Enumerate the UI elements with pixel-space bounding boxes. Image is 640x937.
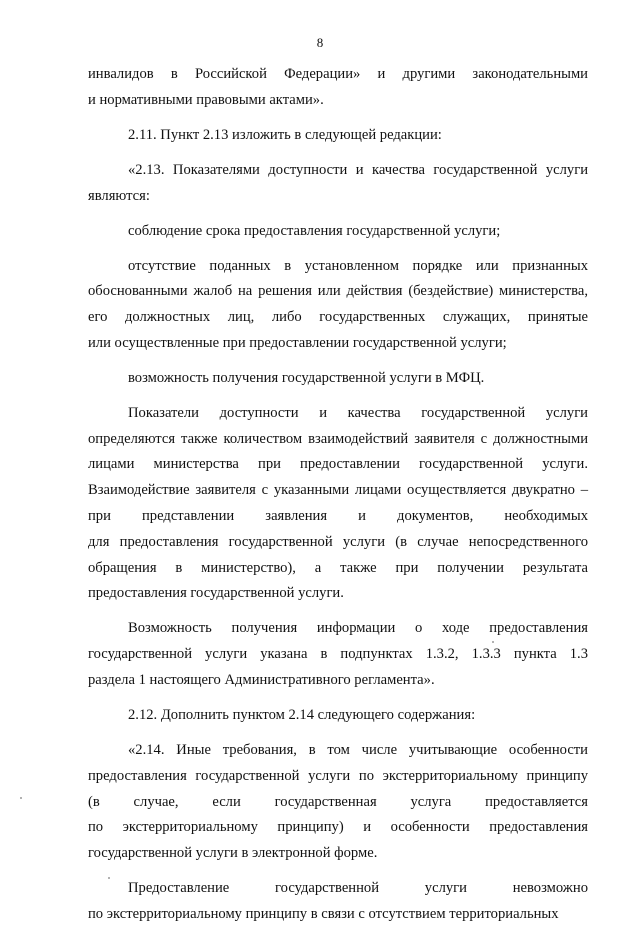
text-line: обращения в министерство), а также при получении результата — [88, 559, 588, 576]
text-line: государственной услуги указана в подпунктах 1.3.2, 1.3.3 пункта 1.3 — [88, 646, 588, 663]
text-line: 2.12. Дополнить пунктом 2.14 следующего содержания: — [128, 707, 476, 724]
document-body — [88, 62, 588, 937]
text-line: определяются также количеством взаимодействий заявителя с должностными — [88, 430, 588, 447]
text-line: Предоставление государственной услуги невозможно — [128, 880, 588, 897]
paragraph — [88, 616, 588, 693]
paragraph — [88, 876, 588, 928]
text-line: являются: — [88, 187, 150, 204]
paragraph — [88, 158, 588, 210]
text-line: по экстерриториальному принципу) и особенности предоставления — [88, 819, 588, 836]
text-line: предоставления государственной услуги. — [88, 585, 344, 602]
paragraph — [88, 703, 588, 729]
text-line: 2.11. Пункт 2.13 изложить в следующей редакции: — [128, 126, 442, 143]
text-line: предоставления государственной услуги по экстерриториальному принципу — [88, 767, 588, 784]
text-line: (в случае, если государственная услуга предоставляется — [88, 793, 588, 810]
text-line: при представлении заявления и документов, необходимых — [88, 508, 588, 525]
text-line: отсутствие поданных в установленном порядке или признанных — [128, 257, 588, 274]
text-line: Взаимодействие заявителя с указанными лицами осуществляется двукратно – — [88, 482, 588, 499]
text-line: «2.13. Показателями доступности и качества государственной услуги — [128, 161, 588, 178]
text-line: государственной услуги в электронной форме. — [88, 845, 378, 862]
paragraph — [88, 401, 588, 607]
page-number: 8 — [316, 35, 324, 50]
text-line: соблюдение срока предоставления государственной услуги; — [128, 222, 501, 239]
text-line: для предоставления государственной услуги (в случае непосредственного — [88, 533, 588, 550]
text-line: Показатели доступности и качества государственной услуги — [128, 404, 588, 421]
text-line: или осуществленные при предоставлении государственной услуги; — [88, 334, 507, 351]
paragraph — [88, 254, 588, 357]
paragraph — [88, 123, 588, 149]
text-line: и нормативными правовыми актами». — [88, 91, 324, 108]
text-line: его должностных лиц, либо государственных служащих, принятые — [88, 309, 588, 326]
paragraph — [88, 62, 588, 114]
scan-speck — [108, 877, 110, 879]
text-line: возможность получения государственной услуги в МФЦ. — [128, 369, 485, 386]
text-line: обоснованными жалоб на решения или действия (бездействие) министерства, — [88, 283, 588, 300]
text-line: Возможность получения информации о ходе предоставления — [128, 620, 588, 637]
scan-speck — [492, 641, 494, 643]
text-line: раздела 1 настоящего Административного регламента». — [88, 672, 435, 689]
scan-speck — [20, 797, 22, 799]
text-line: инвалидов в Российской Федерации» и другими законодательными — [88, 66, 588, 82]
paragraph — [88, 738, 588, 867]
text-line: лицами министерства при предоставлении государственной услуги. — [88, 456, 588, 473]
text-line: по экстерриториальному принципу в связи с отсутствием территориальных — [88, 905, 559, 922]
text-line: «2.14. Иные требования, в том числе учитывающие особенности — [128, 742, 588, 759]
paragraph — [88, 219, 588, 245]
paragraph — [88, 366, 588, 392]
